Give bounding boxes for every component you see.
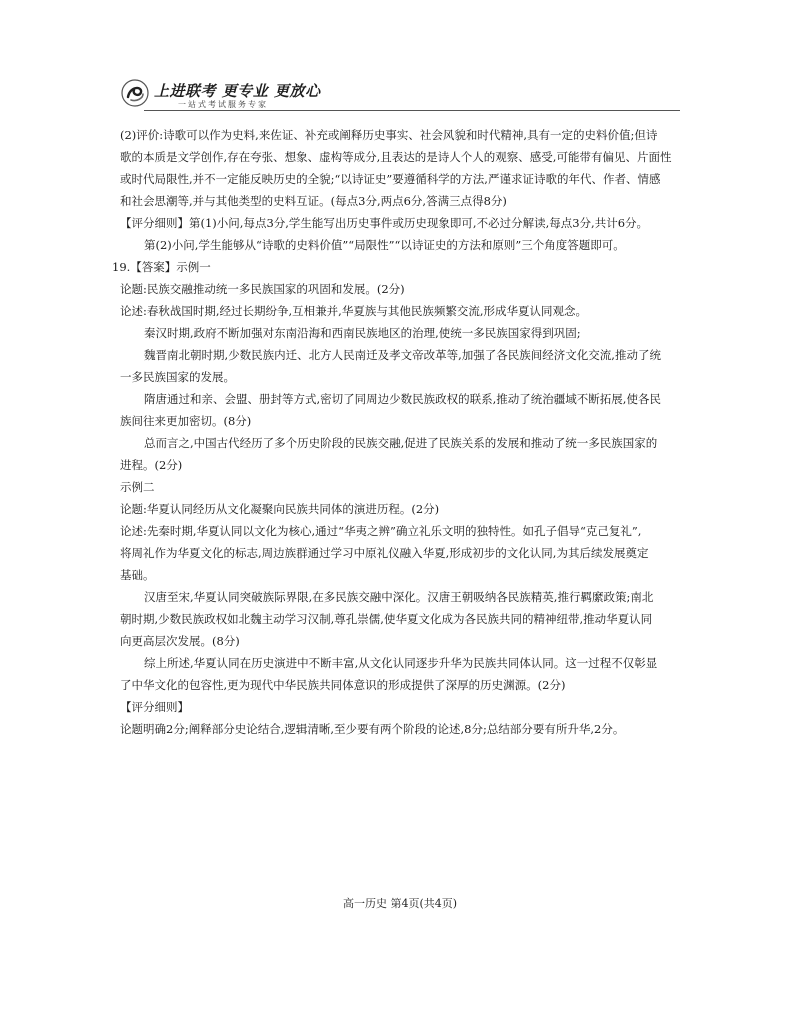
- text-line: 论述:春秋战国时期,经过长期纷争,互相兼并,华夏族与其他民族频繁交流,形成华夏认同观念。: [120, 304, 587, 318]
- header-divider: [144, 110, 680, 111]
- brand-title: 上进联考 更专业 更放心: [154, 82, 321, 100]
- text-line: 将周礼作为华夏文化的标志,周边族群通过学习中原礼仪融入华夏,形成初步的文化认同,为其后续发展奠定: [120, 546, 649, 560]
- text-line: 魏晋南北朝时期,少数民族内迁、北方人民南迁及孝文帝改革等,加强了各民族间经济文化交流,推动了统: [144, 348, 661, 362]
- question-19-heading: 19.【答案】示例一: [112, 260, 211, 274]
- scoring-note: 第(2)小问,学生能够从“诗歌的史料价值”“局限性”“以诗证史的方法和原则”三个角度答题即可。: [144, 238, 625, 252]
- thesis-line: 论题:华夏认同经历从文化凝聚向民族共同体的演进历程。(2分): [120, 502, 440, 516]
- page-footer: 高一历史 第4页(共4页): [342, 897, 458, 910]
- text-line: 朝时期,少数民族政权如北魏主动学习汉制,尊孔崇儒,使华夏文化成为各民族共同的精神纽带,推动华夏认同: [120, 612, 653, 626]
- text-line: 歌的本质是文学创作,存在夸张、想象、虚构等成分,且表达的是诗人个人的观察、感受,可能带有偏见、片面性: [120, 150, 672, 164]
- text-line: 秦汉时期,政府不断加强对东南沿海和西南民族地区的治理,使统一多民族国家得到巩固;: [144, 326, 581, 340]
- swirl-logo-icon: [120, 78, 150, 108]
- text-line: (2)评价:诗歌可以作为史料,来佐证、补充或阐释历史事实、社会风貌和时代精神,具有一定的史料价值;但诗: [120, 128, 658, 142]
- answer-content: [112, 124, 680, 740]
- text-line: 基础。: [120, 568, 155, 582]
- text-line: 汉唐至宋,华夏认同突破族际界限,在多民族交融中深化。汉唐王朝吸纳各民族精英,推行羁縻政策;南北: [144, 590, 654, 604]
- thesis-line: 论题:民族交融推动统一多民族国家的巩固和发展。(2分): [120, 282, 405, 296]
- text-line: 向更高层次发展。(8分): [120, 634, 240, 648]
- scoring-note: 【评分细则】第(1)小问,每点3分,学生能写出历史事件或历史现象即可,不必过分解读,每点3分,共计6分。: [120, 216, 649, 230]
- text-line: 和社会思潮等,并与其他类型的史料互证。(每点3分,两点6分,答满三点得8分): [120, 194, 507, 208]
- scoring-note: 论题明确2分;阐释部分史论结合,逻辑清晰,至少要有两个阶段的论述,8分;总结部分要有所升华,2分。: [120, 722, 625, 736]
- text-line: 一多民族国家的发展。: [120, 370, 235, 384]
- example-heading: 示例二: [120, 480, 155, 494]
- brand-subtitle: 一站式考试服务专家: [178, 100, 268, 109]
- text-line: 或时代局限性,并不一定能反映历史的全貌;“以诗证史”要遵循科学的方法,严谨求证诗歌的年代、作者、情感: [120, 172, 661, 186]
- page-header: [120, 78, 680, 112]
- text-line: 综上所述,华夏认同在历史演进中不断丰富,从文化认同逐步升华为民族共同体认同。这一过程不仅彰显: [144, 656, 658, 670]
- scoring-heading: 【评分细则】: [120, 700, 189, 714]
- text-line: 论述:先秦时期,华夏认同以文化为核心,通过“华夷之辨”确立礼乐文明的独特性。如孔子倡导“克己复礼”,: [120, 524, 642, 538]
- text-line: 族间往来更加密切。(8分): [120, 414, 252, 428]
- text-line: 进程。(2分): [120, 458, 183, 472]
- text-line: 隋唐通过和亲、会盟、册封等方式,密切了同周边少数民族政权的联系,推动了统治疆域不断拓展,使各民: [144, 392, 661, 406]
- text-line: 总而言之,中国古代经历了多个历史阶段的民族交融,促进了民族关系的发展和推动了统一多民族国家的: [144, 436, 658, 450]
- text-line: 了中华文化的包容性,更为现代中华民族共同体意识的形成提供了深厚的历史渊源。(2分): [120, 678, 566, 692]
